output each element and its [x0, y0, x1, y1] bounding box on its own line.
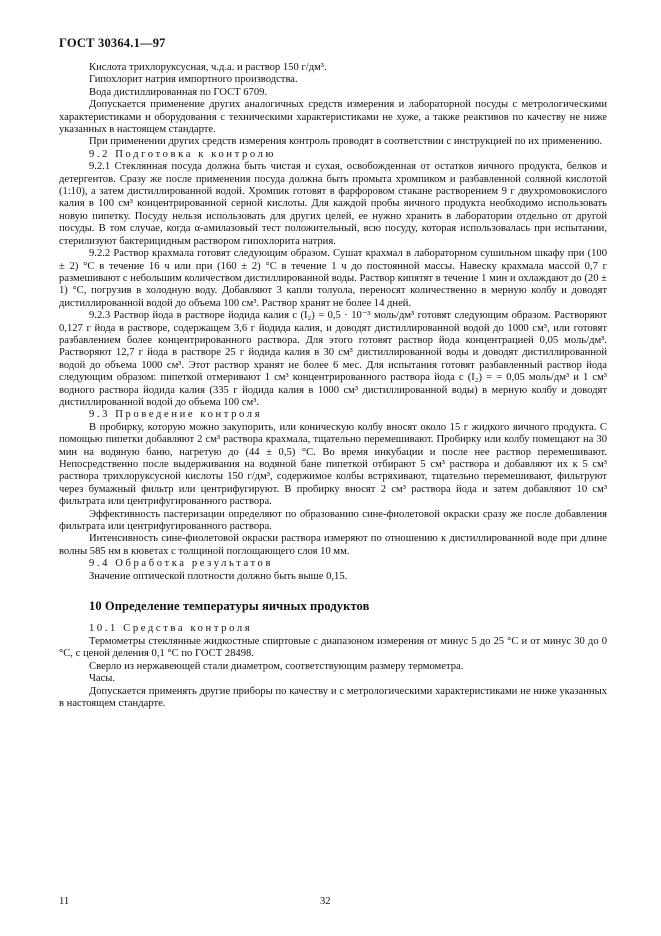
paragraph: Допускается применять другие приборы по качеству и с метрологическими характеристиками не ниже указанных в настоящем стандарте. [59, 685, 607, 709]
paragraph: Часы. [89, 673, 116, 685]
paragraph: Кислота трихлоруксусная, ч.д.а. и раствор 150 г/дм³. [89, 62, 327, 73]
page-number: 32 [320, 896, 331, 907]
subsection-heading: 9.3 Проведение контроля [89, 409, 263, 421]
document-body [59, 62, 607, 710]
document-header: ГОСТ 30364.1—97 [59, 36, 166, 50]
paragraph: При применении других средств измерения контроль проводят в соответствии с инструкцией по их применению. [89, 136, 603, 148]
paragraph: 9.2.1 Стеклянная посуда должна быть чистая и сухая, освобожденная от остатков яичного продукта, белков и детергентов. Сразу же после применения посуда должна быть промыта хромпиком и разбавленной соляной кислотой (1:10), а затем дистиллированной водой. Хромпик готовят в фарфоровом стакане растворением 9 г двухромовокислого калия в 100 см³ концентрированной серной кислоты. Для каждой пробы яичного продукта необходимо использовать новую пипетку. Посуду нельзя использовать для других целей, ее нужно хранить в лаборатории отдельно от другой посуды. В том случае, когда α-амилазовый тест положительный, всю посуду, которая использовалась при испытании, стерилизуют бактерицидным раствором гипохлорита натрия. [59, 161, 607, 247]
paragraph: Сверло из нержавеющей стали диаметром, соответствующим размеру термометра. [89, 660, 464, 672]
paragraph: Значение оптической плотности должно быть выше 0,15. [89, 570, 348, 582]
subsection-heading: 10.1 Средства контроля [89, 623, 253, 635]
paragraph: В пробирку, которую можно закупорить, или коническую колбу вносят около 15 г жидкого яичного продукта. С помощью пипетки добавляют 2 см³ раствора крахмала, тщательно перемешивают. Пробирку или колбу помещают на 30 мин на водяную баню, нагретую до (44 ± 0,5) °С. Во время инкубации и после нее раствор перемешивают. Непосредственно после выдерживания на водяной бане пипеткой отбирают 5 см³ раствора и добавляют их к 5 см³ раствора трихлоруксусной кислоты 150 г/дм³, содержимое колбы встряхивают, тщательно перемешивают, фильтруют через бумажный фильтр или центрифугируют. В пробирку вносят 2 см³ раствора йода и затем добавляют 10 см³ фильтрата или центрифугированного раствора. [59, 421, 607, 508]
paragraph: Интенсивность сине-фиолетовой окраски раствора измеряют по отношению к дистиллированной воде при длине волны 585 нм в кюветах с толщиной поглощающего слоя 10 мм. [59, 533, 607, 557]
subsection-heading: 9.2 Подготовка к контролю [89, 148, 277, 160]
paragraph: Эффективность пастеризации определяют по образованию сине-фиолетовой окраски сразу же после добавления фильтрата или центрифугированного раствора. [59, 508, 607, 533]
paragraph: Допускается применение других аналогичных средств измерения и лабораторной посуды с метрологическими характеристиками и оборудования с техническими характеристиками не хуже, а также реактивов по качеству не ниже указанных в настоящем стандарте. [59, 99, 607, 136]
footer-left-mark: 11 [59, 896, 70, 907]
section-heading: 10 Определение температуры яичных продуктов [89, 599, 370, 614]
paragraph: 9.2.2 Раствор крахмала готовят следующим образом. Сушат крахмал в лабораторном сушильном шкафу при (100 ± 2) °С в течение 16 ч или при (160 ± 2) °С в течение 1 ч до постоянной массы. Навеску крахмала массой 0,7 г размешивают с небольшим количеством дистиллированной воды. Раствор кипятят в течение 1 мин и охлаждают до (20 ± 1) °С, погрузив в холодную воду. Добавляют 3 капли толуола, переносят количественно в мерную колбу и доводят дистиллированной водой до объема 100 см³. Раствор хранят не более 14 дней. [59, 248, 607, 309]
paragraph: 9.2.3 Раствор йода в растворе йодида калия c (I₂) = 0,5 · 10⁻³ моль/дм³ готовят следующим образом. Растворяют 0,127 г йода в растворе, содержащем 3,6 г йодида калия, и доводят дистиллированной водой до 1000 см³, или готовят разбавлением более концентрированного раствора. Для этого готовят раствор йода концентрацией 0,05 моль/дм³. Растворяют 12,7 г йода в растворе 25 г йодида калия в 30 см³ дистиллированной воды и доводят дистиллированной водой до объема 1000 см³. Этот раствор хранят не более 6 мес. Для испытания готовят разбавленный раствор йода следующим образом: пипеткой отмеривают 1 см³ концентрированного раствора йода c (I₂) = = 0,05 моль/дм³ и 1 см³ водного раствора йодида калия (335 г йодида калия в 1000 см³ дистиллированной воды) в мерную колбу и доводят дистиллированной водой до объема 100 см³. [59, 310, 607, 408]
paragraph: Гипохлорит натрия импортного производства. [89, 74, 298, 86]
paragraph: Вода дистиллированная по ГОСТ 6709. [89, 86, 268, 98]
paragraph: Термометры стеклянные жидкостные спиртовые с диапазоном измерения от минус 5 до 25 °С и от минус 30 до 0 °С, с ценой деления 0,1 °С по ГОСТ 28498. [59, 635, 607, 660]
subsection-heading: 9.4 Обработка результатов [89, 558, 274, 570]
